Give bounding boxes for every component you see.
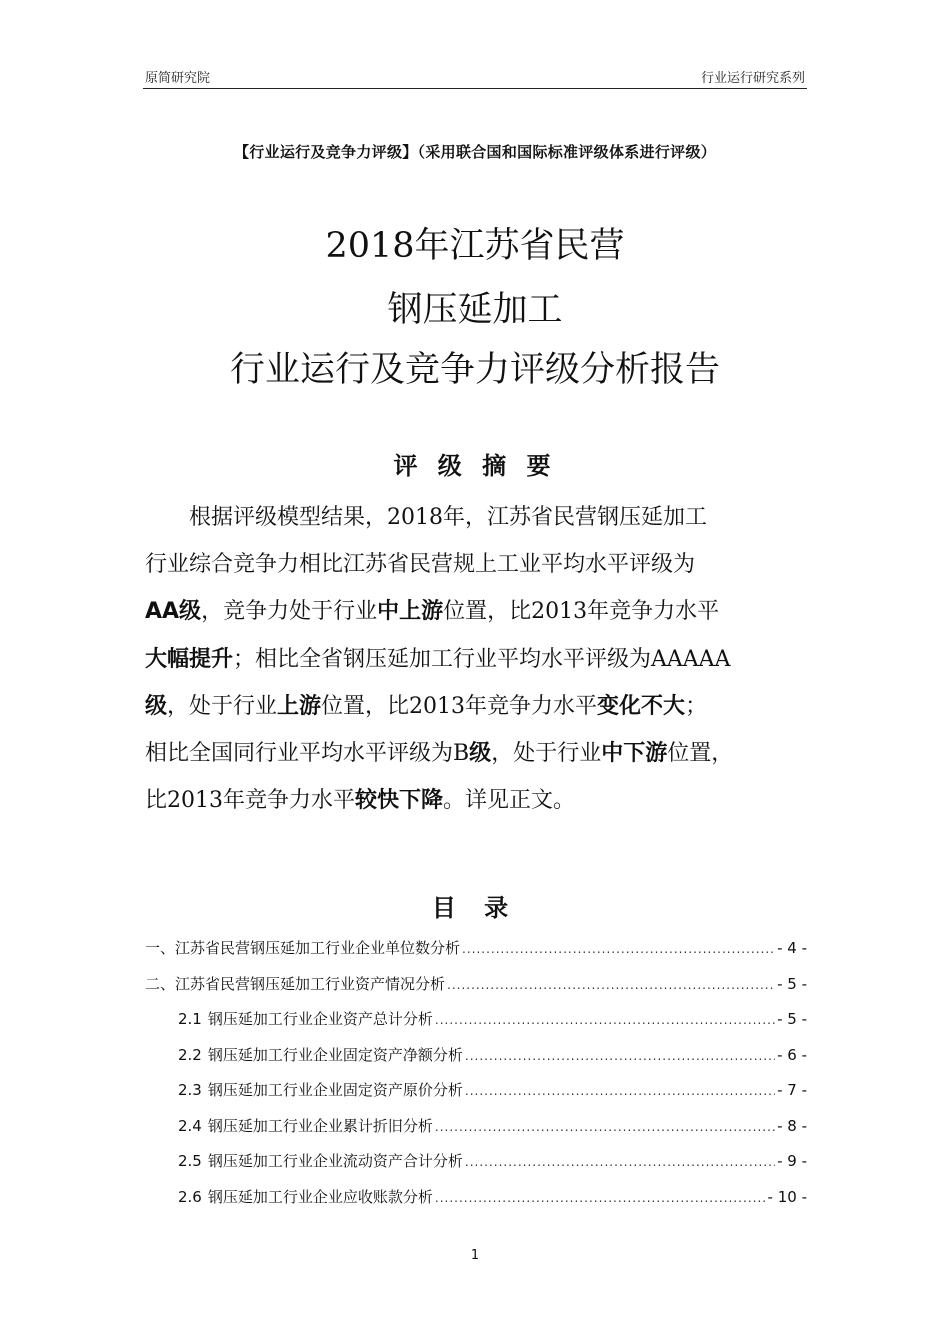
title-line-2: 钢压延加工	[387, 290, 563, 330]
toc-entry-label: 钢压延加工行业企业应收账款分析	[207, 1187, 433, 1206]
summary-text: ；相比全省钢压延加工行业平均水平评级为AAAAA	[233, 646, 731, 672]
toc-entry[interactable]	[145, 1044, 807, 1080]
toc-entry-number: 2.1	[178, 1010, 202, 1028]
toc-entry-number: 2.3	[178, 1081, 202, 1099]
toc-entry-label: 钢压延加工行业企业固定资产原价分析	[207, 1081, 463, 1099]
rating-value: AA级	[145, 599, 202, 625]
toc-entry[interactable]	[145, 1150, 807, 1186]
position-value: 中上游	[377, 599, 444, 625]
title-line-3: 行业运行及竞争力评级分析报告	[229, 350, 720, 390]
rating-value: 级	[469, 741, 492, 767]
toc-entry-page: - 8 -	[777, 1116, 807, 1135]
toc-entry-page: - 5 -	[777, 974, 807, 993]
summary-line-2	[145, 541, 817, 588]
summary-text: ，处于行业	[491, 741, 602, 767]
toc-entry-label: 钢压延加工行业企业资产总计分析	[207, 1010, 433, 1028]
toc-leader-dots	[447, 978, 775, 992]
toc-entry-page: - 6 -	[777, 1045, 807, 1064]
trend-value: 大幅提升	[145, 646, 234, 672]
toc-leader-dots	[465, 1049, 775, 1063]
toc-entry-page: - 10 -	[767, 1187, 807, 1206]
summary-line-6	[145, 730, 817, 777]
summary-line-5	[145, 683, 817, 730]
position-value: 上游	[277, 693, 322, 719]
toc-entry[interactable]	[145, 937, 807, 973]
summary-text: 行业综合竞争力相比江苏省民营规上工业平均水平评级为	[145, 552, 696, 578]
rating-value: 级	[145, 693, 168, 719]
summary-text: 位置，比2013年竞争力水平	[321, 693, 598, 719]
toc-leader-dots	[465, 1084, 775, 1098]
table-of-contents	[145, 937, 807, 1221]
toc-entry-label: 钢压延加工行业企业流动资产合计分析	[207, 1152, 463, 1170]
summary-line-3	[145, 588, 817, 635]
summary-text: 比2013年竞争力水平	[145, 788, 355, 814]
toc-entry-number: 2.2	[178, 1045, 202, 1064]
toc-entry-number: 2.6	[178, 1187, 202, 1206]
toc-entry-page: - 9 -	[777, 1152, 807, 1170]
header-right: 行业运行研究系列	[700, 71, 805, 86]
summary-text: ；	[685, 693, 708, 719]
summary-text: 相比全国同行业平均水平评级为B	[145, 741, 470, 767]
toc-leader-dots	[465, 1155, 775, 1169]
summary-text: 根据评级模型结果，2018年，江苏省民营钢压延加工	[189, 505, 707, 530]
position-value: 中下游	[601, 741, 668, 767]
toc-entry-page: - 7 -	[777, 1081, 807, 1099]
toc-entry[interactable]	[145, 1008, 807, 1044]
summary-line-1	[145, 494, 817, 541]
trend-value: 变化不大	[597, 693, 686, 719]
toc-leader-dots	[462, 942, 775, 956]
toc-entry[interactable]	[145, 1115, 807, 1151]
trend-value: 较快下降	[355, 788, 444, 814]
header-divider	[143, 88, 807, 89]
toc-entry[interactable]	[145, 1186, 807, 1222]
toc-heading: 目 录	[431, 894, 519, 922]
toc-leader-dots	[435, 1120, 775, 1134]
toc-entry[interactable]	[145, 973, 807, 1009]
summary-text: 。详见正文。	[443, 788, 576, 814]
report-tagline: 【行业运行及竞争力评级】（采用联合国和国际标准评级体系进行评级）	[233, 143, 717, 161]
page-number: 1	[470, 1248, 480, 1263]
summary-line-7	[145, 777, 817, 824]
summary-text: 位置，比2013年竞争力水平	[443, 599, 720, 625]
toc-entry-page: - 4 -	[777, 939, 807, 957]
summary-text: 位置，	[667, 741, 734, 767]
toc-leader-dots	[435, 1191, 766, 1205]
summary-body	[145, 494, 817, 824]
toc-entry-label: 钢压延加工行业企业固定资产净额分析	[207, 1045, 463, 1064]
toc-entry[interactable]	[145, 1079, 807, 1115]
toc-entry-number: 2.4	[178, 1116, 202, 1135]
toc-entry-label: 二、江苏省民营钢压延加工行业资产情况分析	[145, 974, 446, 993]
summary-heading: 评 级 摘 要	[393, 452, 557, 480]
toc-entry-page: - 5 -	[777, 1010, 807, 1028]
header-left: 原简研究院	[145, 71, 211, 86]
toc-entry-number: 2.5	[178, 1152, 202, 1170]
title-line-1: 2018年江苏省民营	[325, 226, 625, 266]
toc-entry-label: 一、江苏省民营钢压延加工行业企业单位数分析	[145, 939, 461, 957]
summary-text: ，处于行业	[167, 693, 278, 719]
summary-text: ，竞争力处于行业	[201, 599, 378, 625]
toc-entry-label: 钢压延加工行业企业累计折旧分析	[207, 1116, 433, 1135]
toc-leader-dots	[435, 1013, 775, 1027]
summary-line-4	[145, 636, 817, 683]
